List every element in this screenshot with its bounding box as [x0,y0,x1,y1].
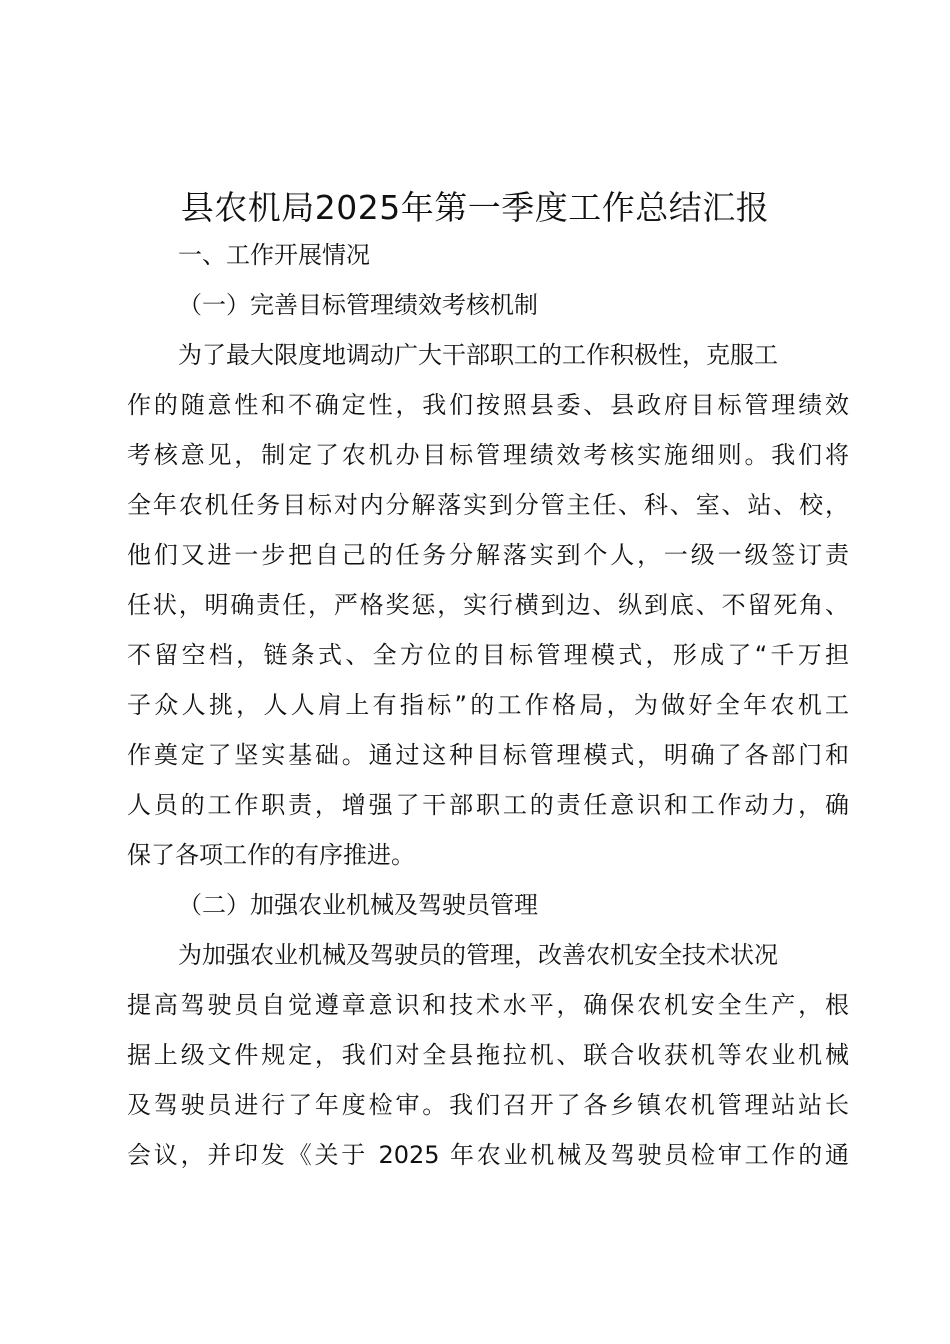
paragraph-line: 全年农机任务目标对内分解落实到分管主任、科、室、站、校， [127,491,849,519]
paragraph-line: 为加强农业机械及驾驶员的管理，改善农机安全技术状况 [178,941,778,969]
paragraph-line: 作奠定了坚实基础。通过这种目标管理模式，明确了各部门和 [127,741,849,769]
paragraph-line: 子众人挑，人人肩上有指标”的工作格局，为做好全年农机工 [127,691,849,719]
paragraph-line: 不留空档，链条式、全方位的目标管理模式，形成了“千万担 [127,641,849,669]
paragraph-line: 任状，明确责任，严格奖惩，实行横到边、纵到底、不留死角、 [127,591,849,619]
subsection-heading-2: （二）加强农业机械及驾驶员管理 [178,891,538,919]
subsection-heading-1: （一）完善目标管理绩效考核机制 [178,291,538,319]
section-heading-1: 一、工作开展情况 [178,241,370,269]
paragraph-line: 作的随意性和不确定性，我们按照县委、县政府目标管理绩效 [127,391,849,419]
paragraph-line: 及驾驶员进行了年度检审。我们召开了各乡镇农机管理站站长 [127,1091,849,1119]
paragraph-line: 据上级文件规定，我们对全县拖拉机、联合收获机等农业机械 [127,1041,849,1069]
paragraph-line: 提高驾驶员自觉遵章意识和技术水平，确保农机安全生产，根 [127,991,849,1019]
paragraph-line: 保了各项工作的有序推进。 [127,841,415,869]
paragraph-line: 人员的工作职责，增强了干部职工的责任意识和工作动力，确 [127,791,849,819]
paragraph-line: 为了最大限度地调动广大干部职工的工作积极性，克服工 [178,341,778,369]
paragraph-line: 会议，并印发《关于 2025 年农业机械及驾驶员检审工作的通 [127,1141,849,1169]
paragraph-line: 他们又进一步把自己的任务分解落实到个人，一级一级签订责 [127,541,849,569]
document-title: 县农机局2025年第一季度工作总结汇报 [180,188,770,227]
paragraph-line: 考核意见，制定了农机办目标管理绩效考核实施细则。我们将 [127,441,849,469]
